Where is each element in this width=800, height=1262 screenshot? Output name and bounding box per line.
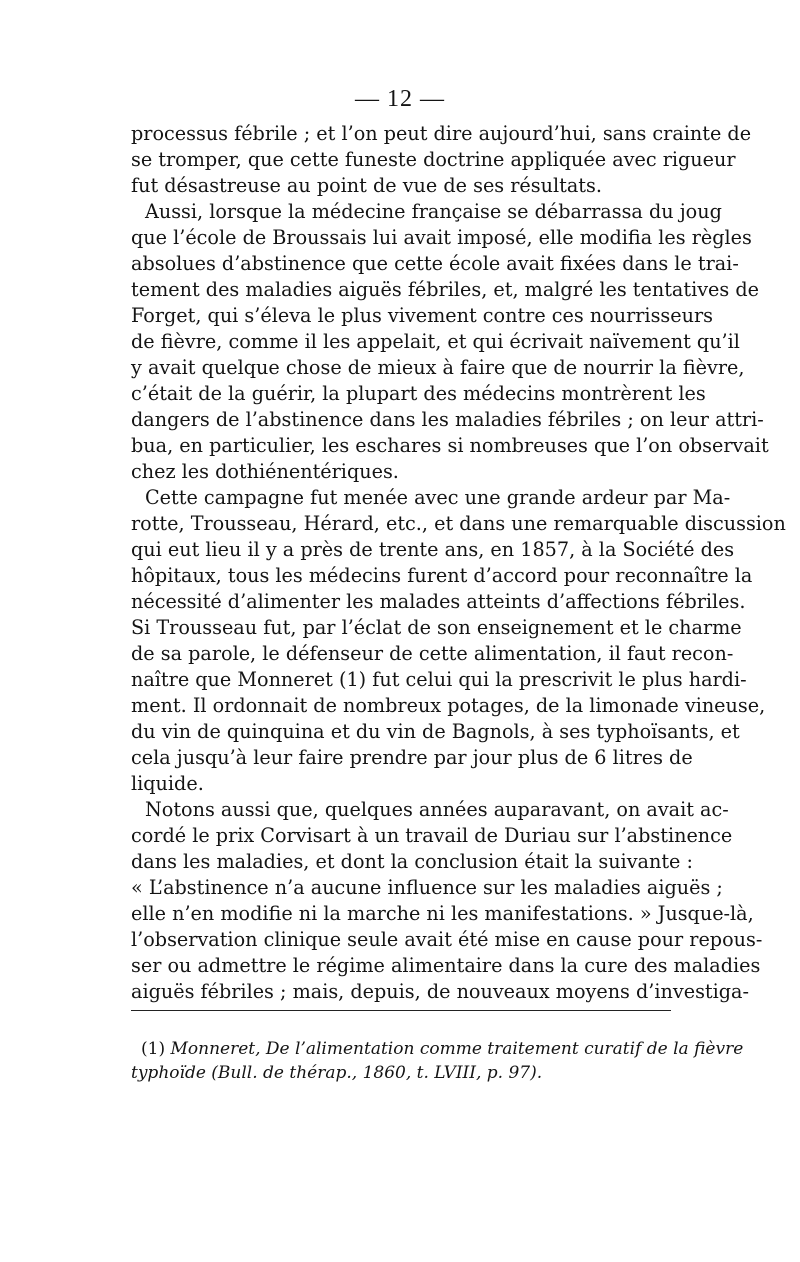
paragraph (131, 797, 763, 1005)
text-line: absolues d’abstinence que cette école avait fixées dans le trai- (131, 252, 739, 275)
text-line: dangers de l’abstinence dans les maladies fébriles ; on leur attri- (131, 408, 764, 431)
text-line: c’était de la guérir, la plupart des médecins montrèrent les (131, 382, 706, 405)
footnote-marker: (1) (141, 1039, 166, 1059)
text-line: ser ou admettre le régime alimentaire dans la cure des maladies (131, 954, 761, 977)
text-line: dans les maladies, et dont la conclusion était la suivante : (131, 850, 693, 873)
text-line: « L’abstinence n’a aucune influence sur les maladies aiguës ; (131, 876, 723, 899)
paragraph (131, 199, 769, 485)
text-line: du vin de quinquina et du vin de Bagnols, à ses typhoïsants, et (131, 720, 740, 743)
text-line: Forget, qui s’éleva le plus vivement contre ces nourrisseurs (131, 304, 713, 327)
text-line: tement des maladies aiguës fébriles, et, malgré les tentatives de (131, 278, 759, 301)
text-line: liquide. (131, 772, 204, 795)
text-line: Notons aussi que, quelques années auparavant, on avait ac- (145, 798, 729, 821)
text-line: rotte, Trousseau, Hérard, etc., et dans une remarquable discussion (131, 512, 786, 535)
text-line: aiguës fébriles ; mais, depuis, de nouveaux moyens d’investiga- (131, 980, 749, 1003)
text-line: qui eut lieu il y a près de trente ans, en 1857, à la Société des (131, 538, 735, 561)
text-line: Aussi, lorsque la médecine française se débarrassa du joug (145, 200, 722, 223)
footnote-text: Monneret, De l’alimentation comme traitement curatif de la fièvre (170, 1039, 744, 1059)
text-line: chez les dothiénentériques. (131, 460, 399, 483)
text-line: elle n’en modifie ni la marche ni les manifestations. » Jusque-là, (131, 902, 754, 925)
text-line: processus fébrile ; et l’on peut dire aujourd’hui, sans crainte de (131, 122, 752, 145)
footnote (131, 1037, 744, 1085)
paragraph (131, 121, 752, 199)
text-line: Cette campagne fut menée avec une grande ardeur par Ma- (145, 486, 731, 509)
text-line: se tromper, que cette funeste doctrine appliquée avec rigueur (131, 148, 736, 171)
text-line: bua, en particulier, les eschares si nombreuses que l’on observait (131, 434, 769, 457)
text-line: l’observation clinique seule avait été mise en cause pour repous- (131, 928, 763, 951)
text-line: nécessité d’alimenter les malades atteints d’affections fébriles. (131, 590, 746, 613)
page-number: — 12 — (355, 86, 445, 112)
text-line: de sa parole, le défenseur de cette alimentation, il faut recon- (131, 642, 734, 665)
footnote-line-1 (131, 1037, 744, 1061)
footnote-divider (131, 1010, 671, 1011)
text-line: hôpitaux, tous les médecins furent d’accord pour reconnaître la (131, 564, 753, 587)
body-text (131, 121, 786, 1005)
text-line: que l’école de Broussais lui avait imposé, elle modifia les règles (131, 226, 752, 249)
text-line: ment. Il ordonnait de nombreux potages, de la limonade vineuse, (131, 694, 766, 717)
text-line: cela jusqu’à leur faire prendre par jour plus de 6 litres de (131, 746, 693, 769)
paragraph (131, 485, 786, 797)
text-line: Si Trousseau fut, par l’éclat de son enseignement et le charme (131, 616, 742, 639)
text-line: de fièvre, comme il les appelait, et qui écrivait naïvement qu’il (131, 330, 740, 353)
text-line: cordé le prix Corvisart à un travail de Duriau sur l’abstinence (131, 824, 733, 847)
text-line: fut désastreuse au point de vue de ses résultats. (131, 174, 602, 197)
text-line: y avait quelque chose de mieux à faire que de nourrir la fièvre, (131, 356, 745, 379)
text-line: naître que Monneret (1) fut celui qui la prescrivit le plus hardi- (131, 668, 747, 691)
footnote-line-2: typhoïde (Bull. de thérap., 1860, t. LVIII, p. 97). (131, 1063, 543, 1083)
